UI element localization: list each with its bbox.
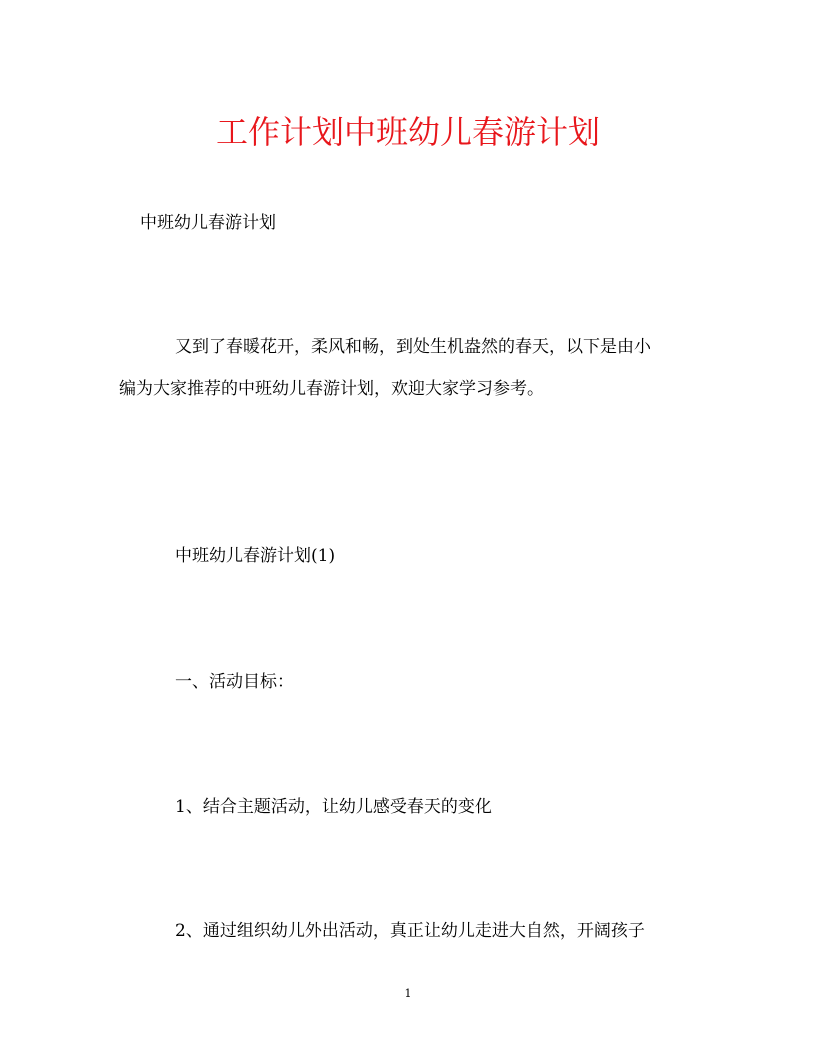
- document-title: 工作计划中班幼儿春游计划: [215, 113, 600, 151]
- page-number: 1: [404, 987, 412, 1000]
- section-heading-objectives: 一、活动目标：: [175, 672, 294, 692]
- document-subtitle: 中班幼儿春游计划: [140, 213, 276, 233]
- objective-item-2: 2、通过组织幼儿外出活动，真正让幼儿走进大自然，开阔孩子: [175, 921, 645, 941]
- intro-paragraph-line-2: 编为大家推荐的中班幼儿春游计划，欢迎大家学习参考。: [119, 379, 544, 399]
- plan-heading: 中班幼儿春游计划(1): [175, 546, 336, 566]
- objective-item-1: 1、结合主题活动，让幼儿感受春天的变化: [175, 797, 492, 817]
- intro-paragraph-line-1: 又到了春暖花开，柔风和畅，到处生机盎然的春天，以下是由小: [175, 337, 651, 357]
